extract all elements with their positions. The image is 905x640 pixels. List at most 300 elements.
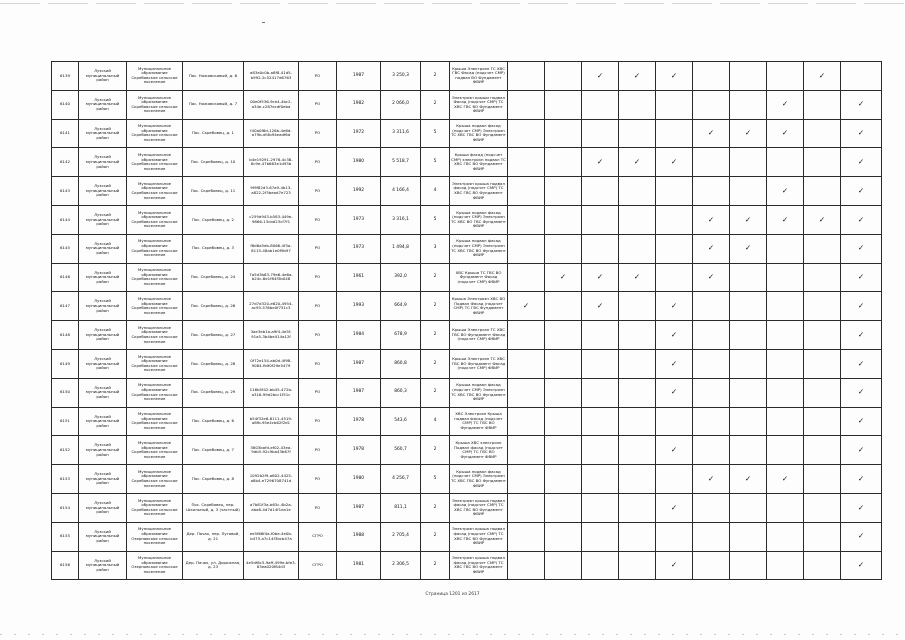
guid-cell: 27d7d320-e620-4954-ac95-576be0f751c3 (244, 292, 299, 321)
work-check-cell (582, 349, 619, 378)
year-cell: 1980 (337, 465, 381, 494)
work-check-cell (545, 148, 582, 177)
table-body (52, 62, 882, 580)
works-cell: Электроэн крыши подвал Фасад (подсчет СМР) ТС ХВС ГВС ВО Фундамент ФВИР (450, 90, 508, 119)
settlement-cell: Муниципальное образование Скребовское сельское поселение (127, 90, 183, 119)
work-check-cell (508, 465, 545, 494)
works-cell: Крыша Электроэн ТС ХВС ГВС Фасад (подсчет СМР) подвал ВО Фундамент ФВИР (450, 62, 508, 91)
work-check-cell (656, 321, 693, 350)
work-check-cell (693, 205, 730, 234)
year-cell: 1992 (337, 177, 381, 206)
work-check-cell (693, 119, 730, 148)
works-cell: Электроэн крыша подвал фасад (подсчет СМР) ТС ХВС ГВС ВО Фундамент ФВИР (450, 551, 508, 580)
checkmark-icon: ✓ (707, 272, 715, 282)
work-check-cell (619, 62, 656, 91)
floors-cell: 2 (421, 493, 450, 522)
work-check-cell (545, 378, 582, 407)
checkmark-icon: ✓ (670, 502, 678, 512)
guid-cell: b54f32e6-8111-4519-a8fb-95e4cb62f2d1 (244, 407, 299, 436)
work-check-cell (656, 62, 693, 91)
row-number: 6145 (52, 234, 79, 263)
work-check-cell (545, 493, 582, 522)
work-check-cell (804, 349, 841, 378)
checkmark-icon: ✓ (857, 531, 865, 541)
work-check-cell (619, 551, 656, 580)
table-row (52, 148, 882, 177)
address-cell: Пос. Скребовец, д. 11 (183, 177, 244, 206)
address-cell: Дер. Пачах, ул. Дорожная, д. 23 (183, 551, 244, 580)
works-cell: Крыша подвал фасад (подсчет СМР) Электроэн ТС ХВС ВО ГВС Фундамент ФВИР (450, 205, 508, 234)
area-cell: 2 066,0 (381, 90, 421, 119)
work-check-cell (730, 465, 767, 494)
guid-cell: 3803bafd-ef02-43ea-9db5-92c9ba43b67f (244, 436, 299, 465)
work-check-cell (508, 62, 545, 91)
district-cell: Лузский муниципальный район (79, 90, 127, 119)
work-check-cell (730, 292, 767, 321)
settlement-cell: Муниципальное образование Скребовское сельское поселение (127, 493, 183, 522)
work-check-cell (508, 90, 545, 119)
work-check-cell (545, 349, 582, 378)
guid-cell: 00e0f536-9ce4-4bc2-a34e-c287ecdf0eba (244, 90, 299, 119)
guid-cell: f8d6a5eb-8066-4f3a-8115-48ab1e0f9b97 (244, 234, 299, 263)
area-cell: 4 166,4 (381, 177, 421, 206)
work-check-cell (656, 263, 693, 292)
work-check-cell (508, 378, 545, 407)
work-check-cell (767, 465, 804, 494)
row-number: 6151 (52, 407, 79, 436)
work-check-cell (730, 407, 767, 436)
checkmark-icon: ✓ (522, 300, 530, 310)
work-check-cell (804, 234, 841, 263)
work-check-cell (767, 177, 804, 206)
checkmark-icon: ✓ (857, 502, 865, 512)
ownership-form-cell: РО (299, 436, 337, 465)
guid-cell: a83a0c0b-a8f8-41d5-b992-2c52417d6763 (244, 62, 299, 91)
address-cell: Пос. Скребовец, д. 10 (183, 148, 244, 177)
work-check-cell (619, 522, 656, 551)
works-cell: ХВС Электроэн Крыша подвал фасад (подсчет СМР) ТС ГВС ВО Фундамент ФВИР (450, 407, 508, 436)
work-check-cell (508, 119, 545, 148)
work-check-cell (767, 321, 804, 350)
works-cell: Крыша подвал фасад (подсчет СМР) Электроэн ТС ХВС ГВС ВО Фундамент ФВИР (450, 465, 508, 494)
row-number: 6147 (52, 292, 79, 321)
ownership-form-cell: РО (299, 148, 337, 177)
year-cell: 1973 (337, 205, 381, 234)
work-check-cell (656, 205, 693, 234)
works-cell: Крыша ХВС электроэн Подвал фасад (подсчет СМР) ТС ГВС ВО Фундамент ФВИР (450, 436, 508, 465)
work-check-cell (693, 90, 730, 119)
area-cell: 664,9 (381, 292, 421, 321)
work-check-cell (619, 407, 656, 436)
work-check-cell (656, 407, 693, 436)
work-check-cell (730, 148, 767, 177)
work-check-cell (582, 90, 619, 119)
floors-cell: 2 (421, 436, 450, 465)
guid-cell: a7b81f3a-b63c-4b2a-aba8-4d7d14f1ea1e (244, 493, 299, 522)
work-check-cell (545, 321, 582, 350)
floors-cell: 2 (421, 90, 450, 119)
ownership-form-cell: РО (299, 292, 337, 321)
work-check-cell (619, 436, 656, 465)
works-cell: Крыша Электроэн ХВС ВО Подвал Фасад (подсчет СМР) ТС ГВС Фундамент ФВИР (450, 292, 508, 321)
year-cell: 1993 (337, 292, 381, 321)
row-number: 6156 (52, 551, 79, 580)
area-cell: 1 494,8 (381, 234, 421, 263)
work-check-cell (656, 90, 693, 119)
work-check-cell (619, 148, 656, 177)
scan-edge-bottom (0, 634, 905, 635)
district-cell: Лузский муниципальный район (79, 436, 127, 465)
guid-cell: b4e19291-2976-4c38-8c9e-47b663e1d93b (244, 148, 299, 177)
work-check-cell (656, 234, 693, 263)
housing-register-table (51, 61, 882, 580)
work-check-cell (841, 263, 882, 292)
work-check-cell (508, 522, 545, 551)
work-check-cell (767, 263, 804, 292)
floors-cell: 2 (421, 292, 450, 321)
work-check-cell (767, 378, 804, 407)
checkmark-icon: ✓ (818, 70, 826, 80)
checkmark-icon: ✓ (857, 329, 865, 339)
work-check-cell (693, 436, 730, 465)
work-check-cell (804, 148, 841, 177)
work-check-cell (730, 263, 767, 292)
checkmark-icon: ✓ (857, 300, 865, 310)
checkmark-icon: ✓ (857, 185, 865, 195)
work-check-cell (545, 436, 582, 465)
work-check-cell (656, 292, 693, 321)
ownership-form-cell: РО (299, 205, 337, 234)
ownership-form-cell: РО (299, 119, 337, 148)
area-cell: 3 316,1 (381, 205, 421, 234)
address-cell: Пос. Скребовец, д. 7 (183, 436, 244, 465)
checkmark-icon: ✓ (596, 300, 604, 310)
work-check-cell (804, 62, 841, 91)
work-check-cell (804, 90, 841, 119)
work-check-cell (841, 493, 882, 522)
district-cell: Лузский муниципальный район (79, 177, 127, 206)
work-check-cell (841, 349, 882, 378)
guid-cell: c259d943-b583-449e-9866-13cbd23cf7f1 (244, 205, 299, 234)
work-check-cell (767, 119, 804, 148)
work-check-cell (582, 148, 619, 177)
work-check-cell (767, 292, 804, 321)
settlement-cell: Муниципальное образование Озерновское сельское поселение (127, 551, 183, 580)
year-cell: 1973 (337, 234, 381, 263)
settlement-cell: Муниципальное образование Скребовское сельское поселение (127, 62, 183, 91)
area-cell: 392,0 (381, 263, 421, 292)
ownership-form-cell: РО (299, 234, 337, 263)
table-row (52, 436, 882, 465)
scan-edge-top (0, 3, 905, 4)
checkmark-icon: ✓ (857, 99, 865, 109)
work-check-cell (619, 205, 656, 234)
table-row (52, 177, 882, 206)
works-cell: Крыша подвал фасад (подсчет СМР) Электроэн ТС ХВС ГВС ВО Фундамент ФВИР (450, 378, 508, 407)
district-cell: Лузский муниципальный район (79, 119, 127, 148)
work-check-cell (619, 292, 656, 321)
row-number: 6140 (52, 90, 79, 119)
work-check-cell (693, 349, 730, 378)
work-check-cell (656, 522, 693, 551)
work-check-cell (804, 292, 841, 321)
works-cell: Крыша Электроэн ТС ХВС ГВС ВО Фундамент Фасад (подсчет СМР) ФВИР (450, 321, 508, 350)
checkmark-icon: ✓ (707, 473, 715, 483)
floors-cell: 4 (421, 177, 450, 206)
work-check-cell (767, 205, 804, 234)
work-check-cell (730, 119, 767, 148)
checkmark-icon: ✓ (670, 444, 678, 454)
address-cell: Дер. Пачах, пер. Луговой, д. 21 (183, 522, 244, 551)
year-cell: 1980 (337, 148, 381, 177)
year-cell: 1982 (337, 90, 381, 119)
work-check-cell (656, 119, 693, 148)
guid-cell: 116b5f42-bb45-472b-a316-99d2bcc1f51c (244, 378, 299, 407)
work-check-cell (693, 148, 730, 177)
floors-cell: 2 (421, 321, 450, 350)
work-check-cell (841, 234, 882, 263)
work-check-cell (545, 292, 582, 321)
row-number: 6146 (52, 263, 79, 292)
work-check-cell (767, 551, 804, 580)
table-row (52, 292, 882, 321)
guid-cell: 3ae3eb1a-a9f4-4e5f-91a5-3b4be414a12f (244, 321, 299, 350)
checkmark-icon: ✓ (744, 243, 752, 253)
settlement-cell: Муниципальное образование Скребовское сельское поселение (127, 349, 183, 378)
works-cell: Электроэн крыша подвал фасад (подсчет СМР) ТС ХВС ГВС ВО Фундамент ФВИР (450, 493, 508, 522)
area-cell: 3 250,3 (381, 62, 421, 91)
work-check-cell (693, 321, 730, 350)
ownership-form-cell: РО (299, 493, 337, 522)
row-number: 6153 (52, 465, 79, 494)
work-check-cell (841, 407, 882, 436)
work-check-cell (508, 493, 545, 522)
checkmark-icon: ✓ (670, 70, 678, 80)
ownership-form-cell: РО (299, 465, 337, 494)
checkmark-icon: ✓ (857, 387, 865, 397)
work-check-cell (767, 522, 804, 551)
row-number: 6143 (52, 177, 79, 206)
district-cell: Лузский муниципальный район (79, 407, 127, 436)
address-cell: Пос. Скребовец, д. 29 (183, 378, 244, 407)
work-check-cell (582, 407, 619, 436)
work-check-cell (730, 436, 767, 465)
work-check-cell (730, 522, 767, 551)
work-check-cell (582, 205, 619, 234)
settlement-cell: Муниципальное образование Скребовское сельское поселение (127, 263, 183, 292)
checkmark-icon: ✓ (781, 185, 789, 195)
address-cell: Пос. Скребовец, д. 26 (183, 292, 244, 321)
work-check-cell (693, 292, 730, 321)
work-check-cell (619, 321, 656, 350)
row-number: 6150 (52, 378, 79, 407)
settlement-cell: Муниципальное образование Скребовское сельское поселение (127, 119, 183, 148)
work-check-cell (619, 177, 656, 206)
checkmark-icon: ✓ (707, 243, 715, 253)
works-cell: ХВС Крыша ТС ГВС ВО Фундамент Фасад (подсчет СМР) ФВИР (450, 263, 508, 292)
settlement-cell: Муниципальное образование Скребовское сельское поселение (127, 177, 183, 206)
work-check-cell (730, 177, 767, 206)
area-cell: 3 311,6 (381, 119, 421, 148)
work-check-cell (841, 90, 882, 119)
floors-cell: 2 (421, 551, 450, 580)
table-row (52, 493, 882, 522)
ownership-form-cell: РО (299, 62, 337, 91)
checkmark-icon: ✓ (707, 214, 715, 224)
work-check-cell (545, 263, 582, 292)
district-cell: Лузский муниципальный район (79, 234, 127, 263)
floors-cell: 5 (421, 465, 450, 494)
work-check-cell (841, 522, 882, 551)
year-cell: 1978 (337, 407, 381, 436)
work-check-cell (619, 465, 656, 494)
floors-cell: 5 (421, 148, 450, 177)
work-check-cell (804, 321, 841, 350)
ownership-form-cell: РО (299, 407, 337, 436)
work-check-cell (582, 62, 619, 91)
ownership-form-cell: СГРО (299, 551, 337, 580)
year-cell: 1984 (337, 321, 381, 350)
district-cell: Лузский муниципальный район (79, 465, 127, 494)
work-check-cell (804, 378, 841, 407)
row-number: 6149 (52, 349, 79, 378)
work-check-cell (841, 292, 882, 321)
page-footer: Страница 1201 из 2617 (425, 592, 480, 597)
work-check-cell (730, 378, 767, 407)
row-number: 6155 (52, 522, 79, 551)
address-cell: Пос. Скребовец, д. 1 (183, 119, 244, 148)
work-check-cell (693, 177, 730, 206)
work-check-cell (693, 234, 730, 263)
settlement-cell: Муниципальное образование Озерновское сельское поселение (127, 522, 183, 551)
work-check-cell (582, 119, 619, 148)
work-check-cell (730, 493, 767, 522)
area-cell: 811,1 (381, 493, 421, 522)
checkmark-icon: ✓ (559, 272, 567, 282)
work-check-cell (656, 493, 693, 522)
table-row (52, 90, 882, 119)
checkmark-icon: ✓ (670, 156, 678, 166)
work-check-cell (508, 205, 545, 234)
settlement-cell: Муниципальное образование Скребовское сельское поселение (127, 436, 183, 465)
work-check-cell (656, 349, 693, 378)
ownership-form-cell: СГРО (299, 522, 337, 551)
work-check-cell (508, 177, 545, 206)
work-check-cell (656, 148, 693, 177)
address-cell: Пос. Скребовец, д. 6 (183, 407, 244, 436)
checkmark-icon: ✓ (670, 300, 678, 310)
work-check-cell (508, 263, 545, 292)
work-check-cell (619, 263, 656, 292)
settlement-cell: Муниципальное образование Скребовское сельское поселение (127, 378, 183, 407)
floors-cell: 2 (421, 263, 450, 292)
checkmark-icon: ✓ (670, 329, 678, 339)
ownership-form-cell: РО (299, 177, 337, 206)
settlement-cell: Муниципальное образование Скребовское сельское поселение (127, 407, 183, 436)
checkmark-icon: ✓ (707, 128, 715, 138)
work-check-cell (545, 90, 582, 119)
table-row (52, 378, 882, 407)
work-check-cell (804, 407, 841, 436)
work-check-cell (841, 119, 882, 148)
district-cell: Лузский муниципальный район (79, 551, 127, 580)
work-check-cell (656, 177, 693, 206)
guid-cell: 1092b2f9-a602-4425-a8b4-e7296708741d (244, 465, 299, 494)
floors-cell: 2 (421, 62, 450, 91)
guid-cell: 9f9f82d3-67a9-4b13-a822-2f3bead7e723 (244, 177, 299, 206)
area-cell: 560,7 (381, 436, 421, 465)
work-check-cell (767, 493, 804, 522)
year-cell: 1981 (337, 551, 381, 580)
area-cell: 4 256,7 (381, 465, 421, 494)
checkmark-icon: ✓ (633, 70, 641, 80)
works-cell: Крыша Электроэн ТС ХВС ГВС ВО Фундамент Фасад (подсчет СМР) ФВИР (450, 349, 508, 378)
work-check-cell (582, 177, 619, 206)
checkmark-icon: ✓ (857, 214, 865, 224)
work-check-cell (693, 407, 730, 436)
checkmark-icon: ✓ (596, 70, 604, 80)
settlement-cell: Муниципальное образование Скребовское сельское поселение (127, 148, 183, 177)
work-check-cell (619, 349, 656, 378)
address-cell: Пос. Скребовец, д. 3 (183, 234, 244, 263)
work-check-cell (545, 234, 582, 263)
work-check-cell (508, 436, 545, 465)
work-check-cell (582, 465, 619, 494)
work-check-cell (656, 378, 693, 407)
guid-cell: 0f72e154-ab0d-4f98-9084-fb90f29e5479 (244, 349, 299, 378)
work-check-cell (730, 205, 767, 234)
district-cell: Лузский муниципальный район (79, 522, 127, 551)
checkmark-icon: ✓ (781, 473, 789, 483)
work-check-cell (693, 378, 730, 407)
address-cell: Пос. Скребовец, д. 8 (183, 465, 244, 494)
work-check-cell (582, 493, 619, 522)
work-check-cell (767, 148, 804, 177)
work-check-cell (804, 522, 841, 551)
address-cell: Пос. Ножовсковый, д. 6 (183, 62, 244, 91)
year-cell: 1988 (337, 522, 381, 551)
table-row (52, 119, 882, 148)
table-row (52, 465, 882, 494)
area-cell: 860,8 (381, 349, 421, 378)
work-check-cell (545, 205, 582, 234)
work-check-cell (841, 551, 882, 580)
work-check-cell (693, 493, 730, 522)
work-check-cell (804, 493, 841, 522)
work-check-cell (582, 263, 619, 292)
row-number: 6142 (52, 148, 79, 177)
ownership-form-cell: РО (299, 349, 337, 378)
work-check-cell (619, 90, 656, 119)
work-check-cell (582, 292, 619, 321)
work-check-cell (619, 493, 656, 522)
checkmark-icon: ✓ (596, 156, 604, 166)
checkmark-icon: ✓ (857, 444, 865, 454)
checkmark-icon: ✓ (857, 156, 865, 166)
work-check-cell (767, 234, 804, 263)
district-cell: Лузский муниципальный район (79, 321, 127, 350)
work-check-cell (656, 436, 693, 465)
address-cell: Пос. Скребовец, пер. Школьный, д. 3 (частный) (183, 493, 244, 522)
row-number: 6144 (52, 205, 79, 234)
work-check-cell (693, 263, 730, 292)
table-row (52, 263, 882, 292)
table-row (52, 551, 882, 580)
row-number: 6141 (52, 119, 79, 148)
table-row (52, 407, 882, 436)
checkmark-icon: ✓ (781, 99, 789, 109)
work-check-cell (841, 148, 882, 177)
